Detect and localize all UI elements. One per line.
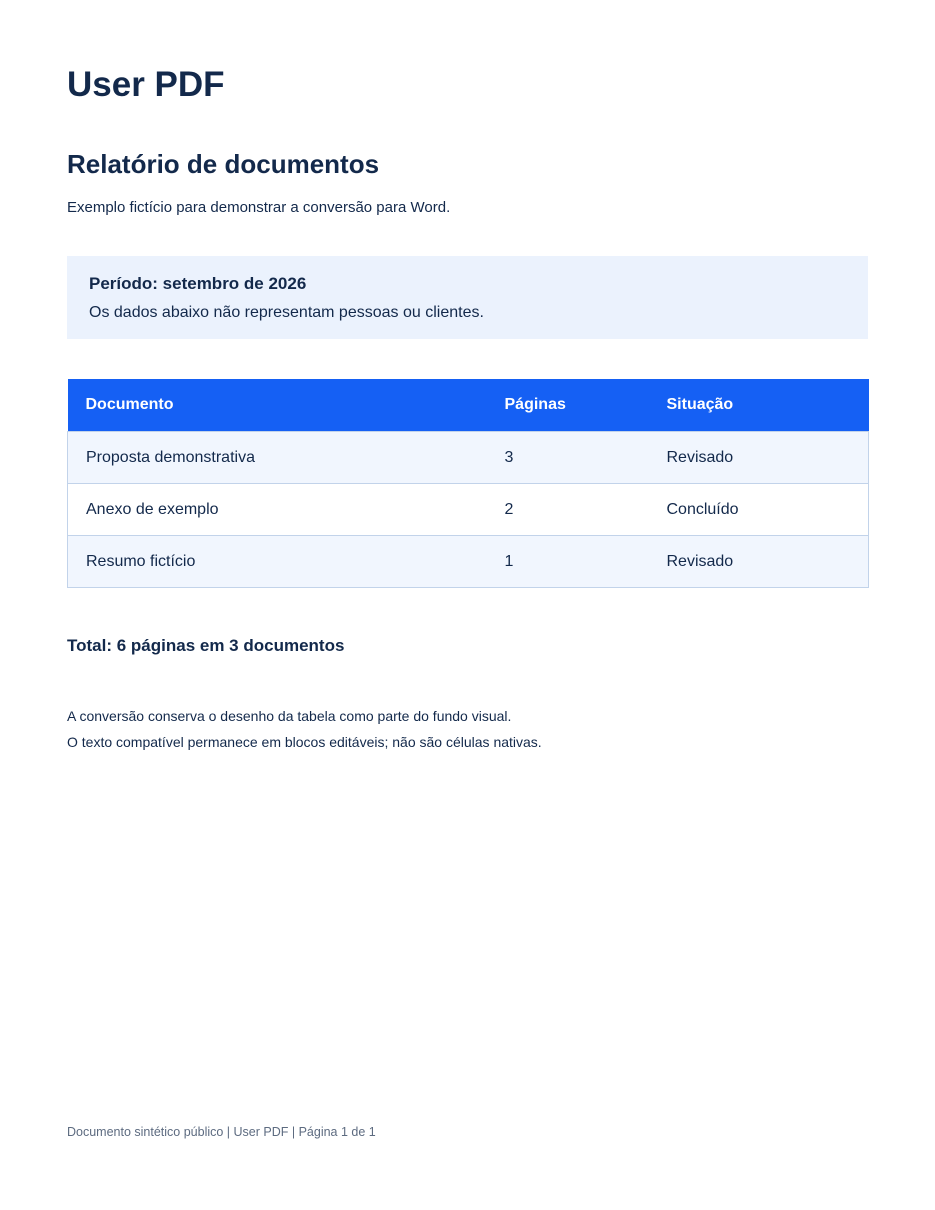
cell-document: Proposta demonstrativa <box>68 432 487 484</box>
cell-status: Revisado <box>649 536 869 588</box>
table-row <box>68 484 869 536</box>
note-line-1: A conversão conserva o desenho da tabela como parte do fundo visual. <box>67 708 512 724</box>
table-header-row <box>68 379 869 432</box>
cell-document: Anexo de exemplo <box>68 484 487 536</box>
period-note: Os dados abaixo não representam pessoas ou clientes. <box>89 304 484 321</box>
column-header-pages: Páginas <box>487 379 649 432</box>
table-row <box>68 432 869 484</box>
cell-pages: 1 <box>487 536 649 588</box>
note-line-2: O texto compatível permanece em blocos editáveis; não são células nativas. <box>67 734 542 750</box>
cell-pages: 3 <box>487 432 649 484</box>
table-row <box>68 536 869 588</box>
column-header-status: Situação <box>649 379 869 432</box>
period-label: Período: setembro de 2026 <box>89 274 307 293</box>
cell-status: Revisado <box>649 432 869 484</box>
period-info-box <box>67 256 868 339</box>
page-title: Relatório de documentos <box>67 149 380 179</box>
page-footer: Documento sintético público | User PDF | Página 1 de 1 <box>67 1125 376 1139</box>
cell-document: Resumo fictício <box>68 536 487 588</box>
brand-title: User PDF <box>67 65 225 104</box>
page-subtitle: Exemplo fictício para demonstrar a conversão para Word. <box>67 199 451 216</box>
cell-status: Concluído <box>649 484 869 536</box>
column-header-document: Documento <box>68 379 487 432</box>
total-summary: Total: 6 páginas em 3 documentos <box>67 636 345 655</box>
documents-table <box>67 379 869 588</box>
cell-pages: 2 <box>487 484 649 536</box>
